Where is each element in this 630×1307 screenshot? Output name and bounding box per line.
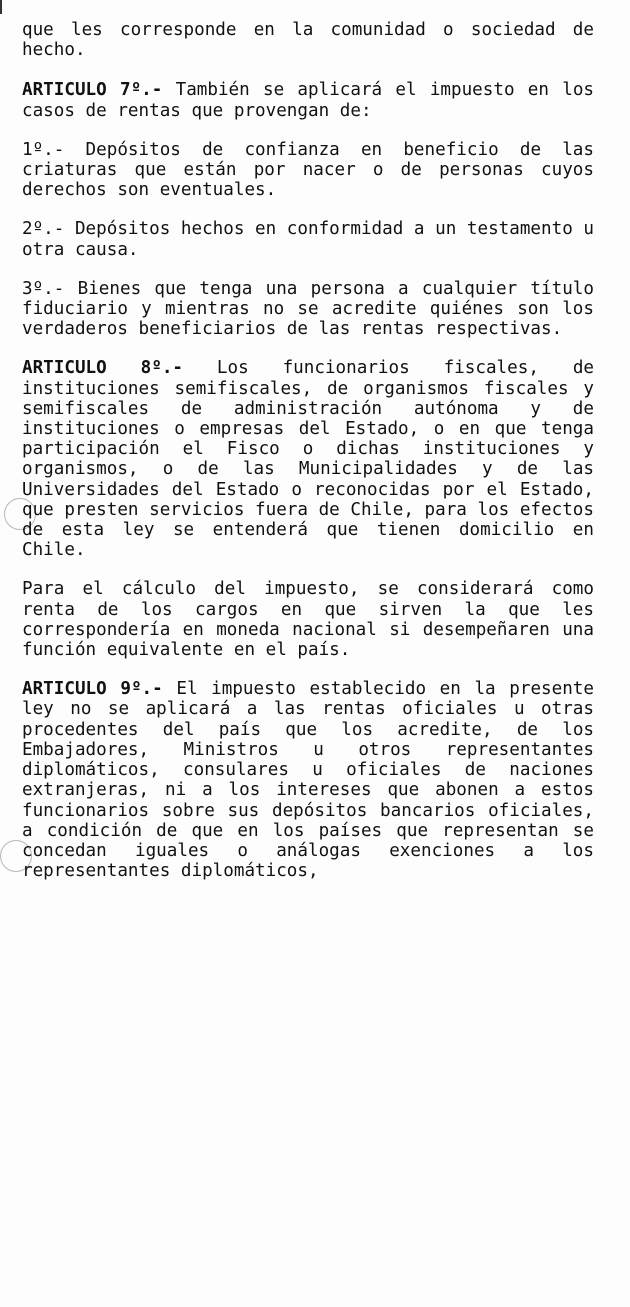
paragraph-item-1 (22, 140, 594, 201)
paragraph-continuation (22, 20, 594, 60)
paragraph-calculation (22, 579, 594, 660)
paragraph-article-7 (22, 80, 594, 120)
paragraph-item-2 (22, 219, 594, 259)
paragraph-article-9 (22, 679, 594, 881)
paragraph-text: que les corresponde en la comunidad o sociedad de hecho. (22, 20, 594, 61)
paragraph-item-3 (22, 279, 594, 340)
paragraph-article-8 (22, 358, 594, 560)
paragraph-text: 2º.- Depósitos hechos en conformidad a un testamento u otra causa. (22, 219, 594, 260)
paragraph-text: 3º.- Bienes que tenga una persona a cualquier título fiduciario y mientras no se acredite quiénes son los verdaderos beneficiarios de las rentas respectivas. (22, 278, 594, 340)
article-heading: ARTICULO 8º.- (22, 358, 184, 379)
document-body (22, 20, 594, 900)
article-heading: ARTICULO 9º.- (22, 679, 163, 700)
article-heading: ARTICULO 7º.- (22, 80, 163, 101)
paragraph-text: También se aplicará el impuesto en los casos de rentas que provengan de: (22, 80, 594, 121)
paragraph-text: Los funcionarios fiscales, de instituciones semifiscales, de organismos fiscales y semifiscales de administración autónoma y de instituciones o empresas del Estado, o en que tenga participación el Fisco o dichas instituciones y organismos, o de las Municipalidades y de las Universidades del Estado o reconocidas por el Estado, que presten servicios fuera de Chile, para los efectos de esta ley se entenderá que tienen domicilio en Chile. (22, 358, 594, 561)
paragraph-text: El impuesto establecido en la presente ley no se aplicará a las rentas oficiales u otras procedentes del país que los acredite, de los Embajadores, Ministros u otros representantes diplomáticos, consulares u oficiales de naciones extranjeras, ni a los intereses que abonen a estos funcionarios sobre sus depósitos bancarios oficiales, a condición de que en los países que representan se concedan iguales o análogas exenciones a los representantes diplomáticos, (22, 679, 594, 882)
scan-edge-mark (0, 0, 2, 14)
paragraph-text: Para el cálculo del impuesto, se considerará como renta de los cargos en que sirven la que les correspondería en moneda nacional si desempeñaren una función equivalente en el país. (22, 579, 594, 661)
paragraph-text: 1º.- Depósitos de confianza en beneficio de las criaturas que están por nacer o de personas cuyos derechos son eventuales. (22, 139, 594, 201)
